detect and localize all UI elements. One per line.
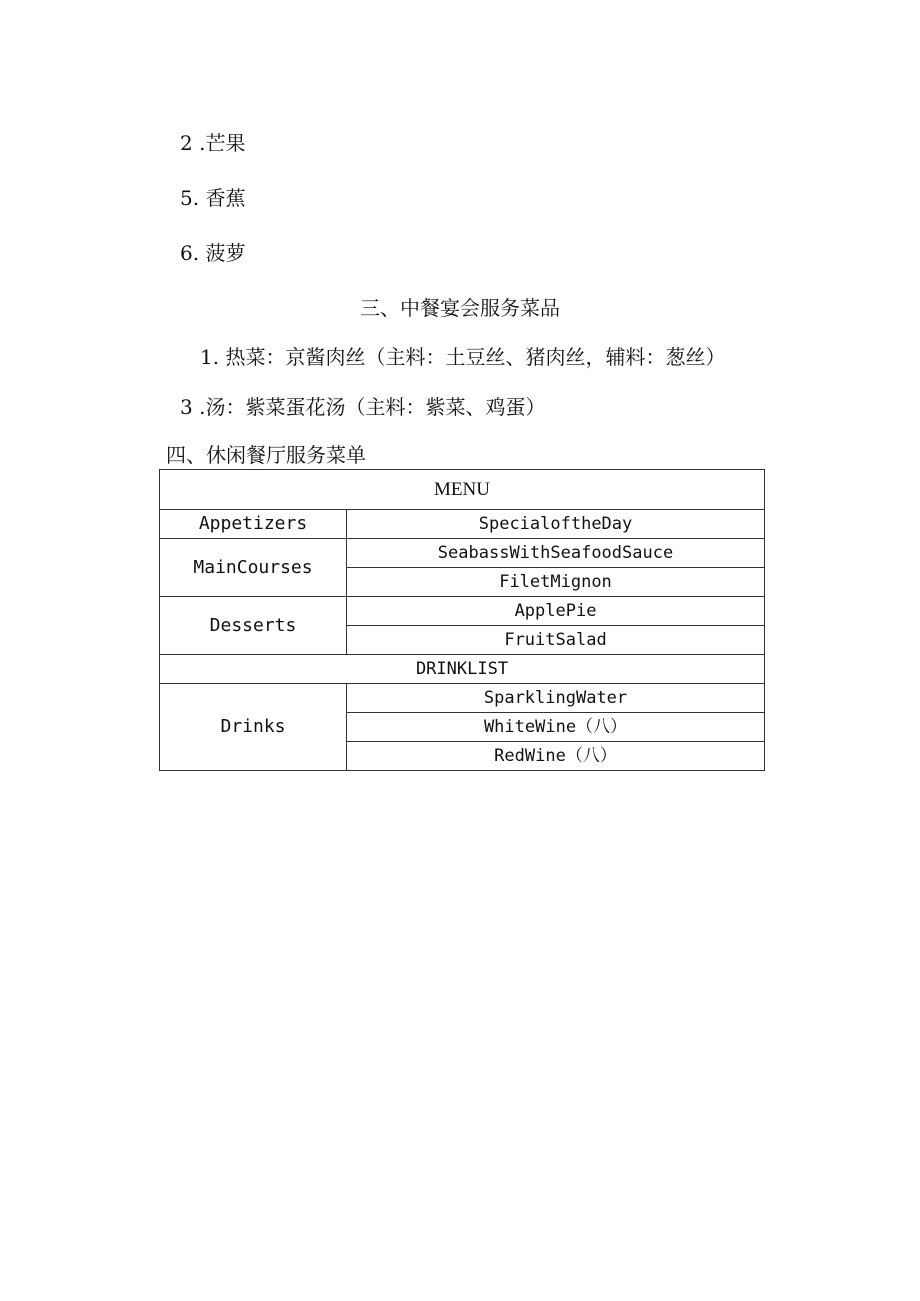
menu-table	[159, 469, 765, 771]
menu-item: WhiteWine（八）	[347, 713, 765, 742]
soup-line: 3 .汤：紫菜蛋花汤（主料：紫菜、鸡蛋）	[180, 395, 546, 419]
category-main-courses: MainCourses	[160, 539, 347, 597]
menu-item: RedWine（八）	[347, 742, 765, 771]
fruit-item-banana: 5. 香蕉	[180, 186, 246, 210]
table-row	[160, 470, 765, 510]
section-3-heading: 三、中餐宴会服务菜品	[360, 296, 560, 320]
menu-title: MENU	[160, 470, 765, 510]
table-row	[160, 539, 765, 568]
category-desserts: Desserts	[160, 597, 347, 655]
fruit-item-pineapple: 6. 菠萝	[180, 241, 246, 265]
menu-item: FruitSalad	[347, 626, 765, 655]
menu-item: SparklingWater	[347, 684, 765, 713]
menu-item: FiletMignon	[347, 568, 765, 597]
category-appetizers: Appetizers	[160, 510, 347, 539]
menu-item: SeabassWithSeafoodSauce	[347, 539, 765, 568]
table-row	[160, 597, 765, 626]
section-4-heading: 四、休闲餐厅服务菜单	[166, 443, 366, 467]
category-drinks: Drinks	[160, 684, 347, 771]
menu-item: ApplePie	[347, 597, 765, 626]
hot-dish-line: 1. 热菜：京酱肉丝（主料：土豆丝、猪肉丝，辅料：葱丝）	[200, 345, 726, 369]
table-row	[160, 655, 765, 684]
table-row	[160, 684, 765, 713]
table-row	[160, 510, 765, 539]
drink-list-title: DRINKLIST	[160, 655, 765, 684]
menu-item: SpecialoftheDay	[347, 510, 765, 539]
fruit-item-mango: 2 .芒果	[180, 131, 246, 155]
